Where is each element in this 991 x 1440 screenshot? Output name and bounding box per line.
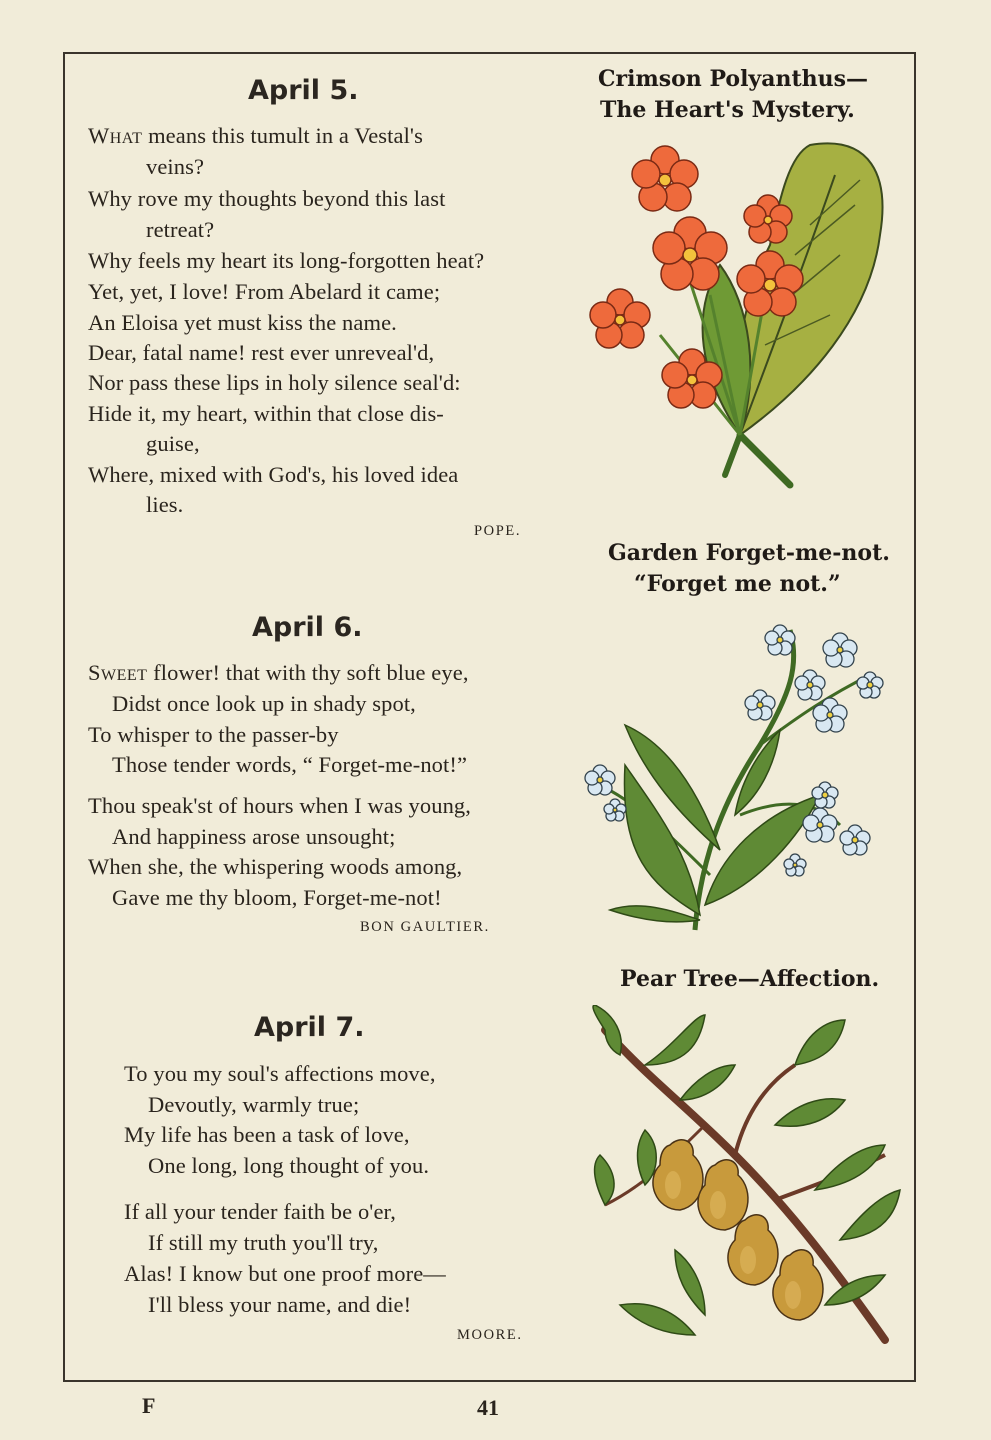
entry-date: April 7.	[254, 1012, 365, 1043]
poem-line: Those tender words, “ Forget-me-not!”	[112, 752, 468, 777]
poem-line: Devoutly, warmly true;	[148, 1092, 360, 1117]
poem-line: One long, long thought of you.	[148, 1153, 430, 1178]
caption-forget-me-not-meaning: “Forget me not.”	[634, 571, 841, 597]
poem-line: What means this tumult in a Vestal's	[88, 123, 423, 148]
poem-line: Yet, yet, I love! From Abelard it came;	[88, 279, 441, 304]
entry-date: April 6.	[252, 612, 363, 643]
poem-author: MOORE.	[457, 1327, 523, 1343]
poem-line: An Eloisa yet must kiss the name.	[88, 310, 397, 335]
page-number: 41	[477, 1395, 499, 1420]
caption-forget-me-not-title: Garden Forget-me-not.	[608, 540, 890, 566]
caption-polyanthus-meaning: The Heart's Mystery.	[600, 97, 855, 123]
poem-line: If still my truth you'll try,	[148, 1230, 379, 1255]
poem-line: Why rove my thoughts beyond this last	[88, 186, 446, 211]
poem-line: veins?	[146, 154, 205, 179]
poem-line: Thou speak'st of hours when I was young,	[88, 793, 471, 818]
poem-line: And happiness arose unsought;	[112, 824, 396, 849]
forget-me-not-flower-icon	[570, 615, 890, 935]
poem-author: BON GAULTIER.	[360, 919, 490, 935]
poem-line: I'll bless your name, and die!	[148, 1292, 412, 1317]
polyanthus-flower-icon	[580, 135, 900, 495]
poem-line: guise,	[146, 431, 200, 456]
entry-date: April 5.	[248, 75, 359, 106]
poem-line: retreat?	[146, 217, 215, 242]
poem-line: Why feels my heart its long-forgotten heat?	[88, 248, 485, 273]
caption-pear-tree: Pear Tree—Affection.	[620, 966, 880, 992]
poem-line: Hide it, my heart, within that close dis-	[88, 401, 444, 426]
poem-line: If all your tender faith be o'er,	[124, 1199, 396, 1224]
poem-line: To you my soul's affections move,	[124, 1061, 436, 1086]
poem-line: Didst once look up in shady spot,	[112, 691, 416, 716]
caption-polyanthus-title: Crimson Polyanthus—	[598, 66, 869, 92]
poem-line: Alas! I know but one proof more—	[124, 1261, 446, 1286]
poem-line: Sweet flower! that with thy soft blue eye,	[88, 660, 469, 685]
poem-line: When she, the whispering woods among,	[88, 854, 463, 879]
poem-line: Dear, fatal name! rest ever unreveal'd,	[88, 340, 435, 365]
pear-branch-icon	[585, 1005, 905, 1370]
poem-line: Nor pass these lips in holy silence seal'd:	[88, 370, 461, 395]
poem-line: lies.	[146, 492, 184, 517]
poem-author: POPE.	[474, 523, 522, 539]
poem-line: To whisper to the passer-by	[88, 722, 339, 747]
poem-line: My life has been a task of love,	[124, 1122, 410, 1147]
signature-mark: F	[142, 1393, 156, 1418]
poem-line: Gave me thy bloom, Forget-me-not!	[112, 885, 442, 910]
poem-line: Where, mixed with God's, his loved idea	[88, 462, 459, 487]
